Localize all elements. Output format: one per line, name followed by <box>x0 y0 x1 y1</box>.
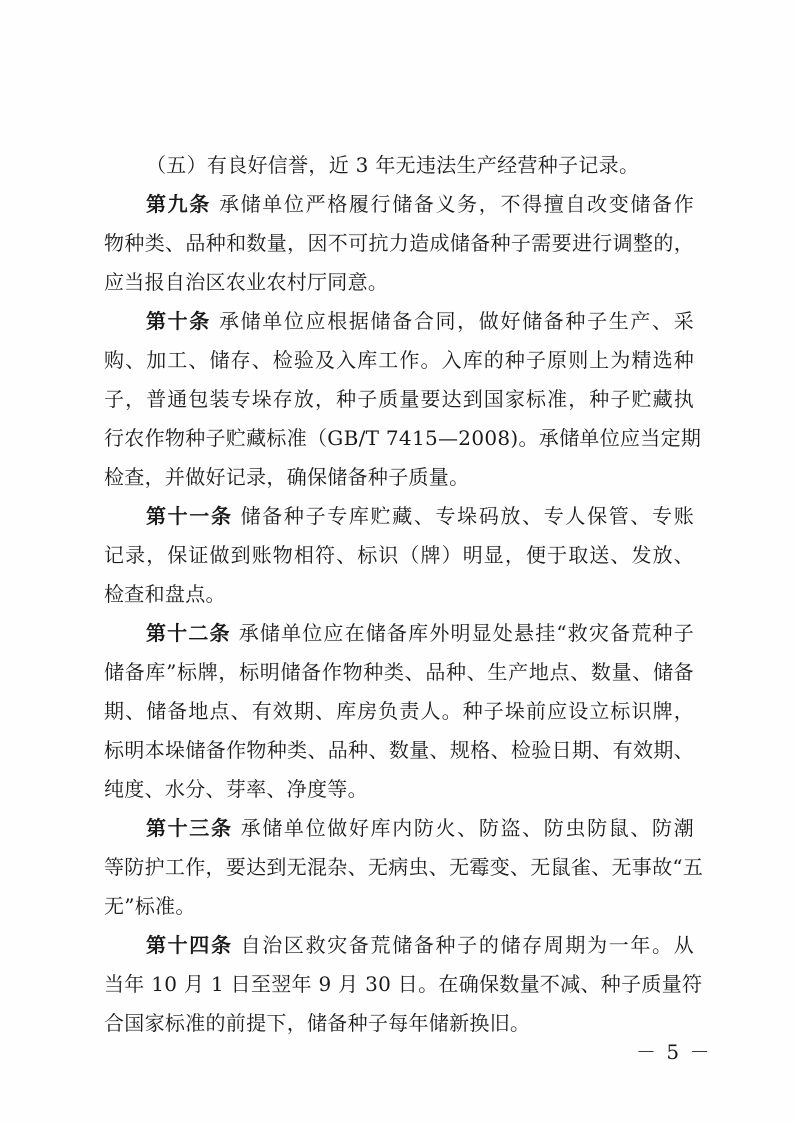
article-13 <box>104 809 704 926</box>
article-13-line-1: 第十三条 承储单位做好库内防火、防盗、防虫防鼠、防潮 <box>146 816 694 840</box>
article-12-line-4: 标明本垛储备作物种类、品种、数量、规格、检验日期、有效期、 <box>104 738 694 762</box>
article-14 <box>104 926 703 1043</box>
clause-5-line: （五）有良好信誉，近 3 年无违法生产经营种子记录。 <box>146 153 640 177</box>
article-13-line-3: 无”标准。 <box>104 894 196 918</box>
article-10 <box>104 302 702 497</box>
article-12-line-1: 第十二条 承储单位应在储备库外明显处悬挂“救灾备荒种子 <box>146 621 694 645</box>
article-11-line-1: 第十一条 储备种子专库贮藏、专垛码放、专人保管、专账 <box>146 504 694 528</box>
article-9-heading: 第九条 <box>146 192 211 216</box>
article-10-heading: 第十条 <box>146 309 211 333</box>
article-12-line-5: 纯度、水分、芽率、净度等。 <box>104 777 368 801</box>
page-number: － 5 － <box>636 1040 712 1064</box>
article-14-line-3: 合国家标准的前提下，储备种子每年储新换旧。 <box>104 1011 531 1035</box>
article-11 <box>104 497 694 614</box>
article-11-heading: 第十一条 <box>146 504 233 528</box>
article-11-line-3: 检查和盘点。 <box>104 582 226 606</box>
article-14-heading: 第十四条 <box>146 933 233 957</box>
article-13-heading: 第十三条 <box>146 816 233 840</box>
article-9-line-3: 应当报自治区农业农村厅同意。 <box>104 270 389 294</box>
article-10-line-5: 检查，并做好记录，确保储备种子质量。 <box>104 465 470 489</box>
article-10-line-2: 购、加工、储存、检验及入库工作。入库的种子原则上为精选种 <box>104 348 694 372</box>
article-9-line-1: 第九条 承储单位严格履行储备义务，不得擅自改变储备作 <box>146 192 694 216</box>
article-10-line-4: 行农作物种子贮藏标准（GB/T 7415—2008)。承储单位应当定期 <box>104 426 702 450</box>
article-13-line-2: 等防护工作，要达到无混杂、无病虫、无霉变、无鼠雀、无事故“五 <box>104 855 704 879</box>
article-9 <box>104 185 694 302</box>
article-12-line-3: 期、储备地点、有效期、库房负责人。种子垛前应设立标识牌， <box>104 699 694 723</box>
article-12-line-2: 储备库”标牌，标明储备作物种类、品种、生产地点、数量、储备 <box>104 660 694 684</box>
article-14-line-1: 第十四条 自治区救灾备荒储备种子的储存周期为一年。从 <box>146 933 694 957</box>
article-11-line-2: 记录，保证做到账物相符、标识（牌）明显，便于取送、发放、 <box>104 543 694 567</box>
article-10-line-1: 第十条 承储单位应根据储备合同，做好储备种子生产、采 <box>146 309 694 333</box>
article-9-line-2: 物种类、品种和数量，因不可抗力造成储备种子需要进行调整的， <box>104 231 694 255</box>
article-10-line-3: 子，普通包装专垛存放，种子质量要达到国家标准，种子贮藏执 <box>104 387 694 411</box>
document-body <box>104 146 704 1043</box>
article-12 <box>104 614 694 809</box>
article-12-heading: 第十二条 <box>146 621 231 645</box>
article-14-line-2: 当年 10 月 1 日至翌年 9 月 30 日。在确保数量不减、种子质量符 <box>104 972 703 996</box>
